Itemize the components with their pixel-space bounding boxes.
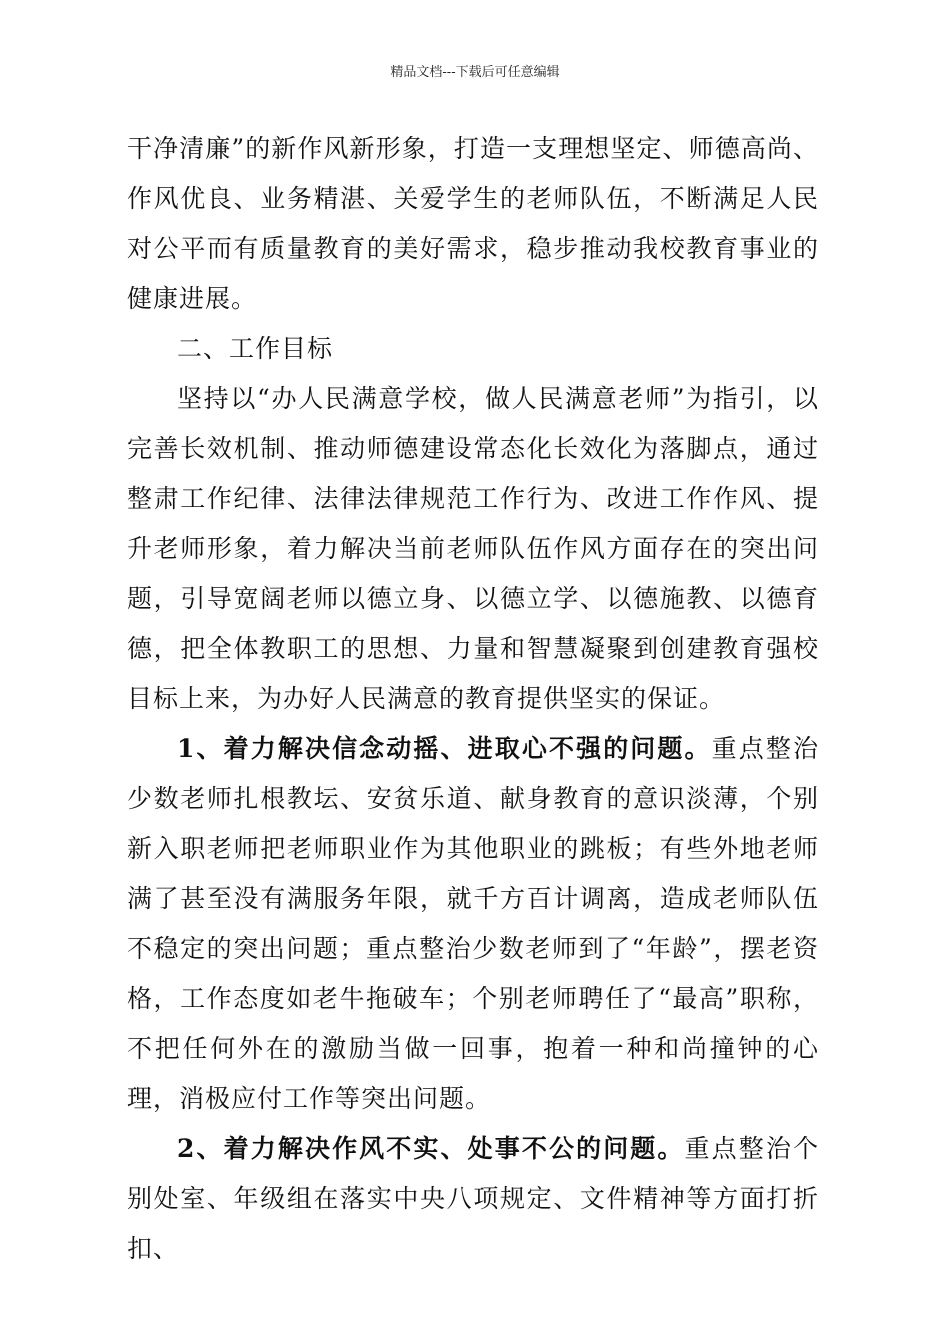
list-item-1 — [127, 724, 819, 1124]
section-heading-work-goals: 二、工作目标 — [177, 334, 334, 363]
document-body — [127, 124, 819, 1274]
list-item-1-title: 1、着力解决信念动摇、进取心不强的问题。 — [177, 734, 712, 763]
list-item-1-body: 重点整治少数老师扎根教坛、安贫乐道、献身教育的意识淡薄，个别新入职老师把老师职业作为其他职业的跳板；有些外地老师满了甚至没有满服务年限，就千方百计调离，造成老师队伍不稳定的突出问题；重点整治少数老师到了“年龄”，摆老资格，工作态度如老牛拖破车；个别老师聘任了“最高”职称，不把任何外在的激励当做一回事，抱着一种和尚撞钟的心理，消极应付工作等突出问题。 — [127, 734, 819, 1113]
paragraph-work-goals: 坚持以“办人民满意学校，做人民满意老师”为指引，以完善长效机制、推动师德建设常态化长效化为落脚点，通过整肃工作纪律、法律法律规范工作行为、改进工作作风、提升老师形象，着力解决当前老师队伍作风方面存在的突出问题，引导宽阔老师以德立身、以德立学、以德施教、以德育德，把全体教职工的思想、力量和智慧凝聚到创建教育强校目标上来，为办好人民满意的教育提供坚实的保证。 — [127, 384, 819, 713]
list-item-2-body: 重点整治个别处室、年级组在落实中央八项规定、文件精神等方面打折扣、 — [127, 1134, 819, 1263]
page-header: 精品文档---下载后可任意编辑 — [390, 65, 560, 80]
paragraph-continuation: 干净清廉”的新作风新形象，打造一支理想坚定、师德高尚、作风优良、业务精湛、关爱学生的老师队伍，不断满足人民对公平而有质量教育的美好需求，稳步推动我校教育事业的健康进展。 — [127, 134, 819, 313]
list-item-2-title: 2、着力解决作风不实、处事不公的问题。 — [177, 1134, 685, 1163]
list-item-2 — [127, 1124, 819, 1274]
